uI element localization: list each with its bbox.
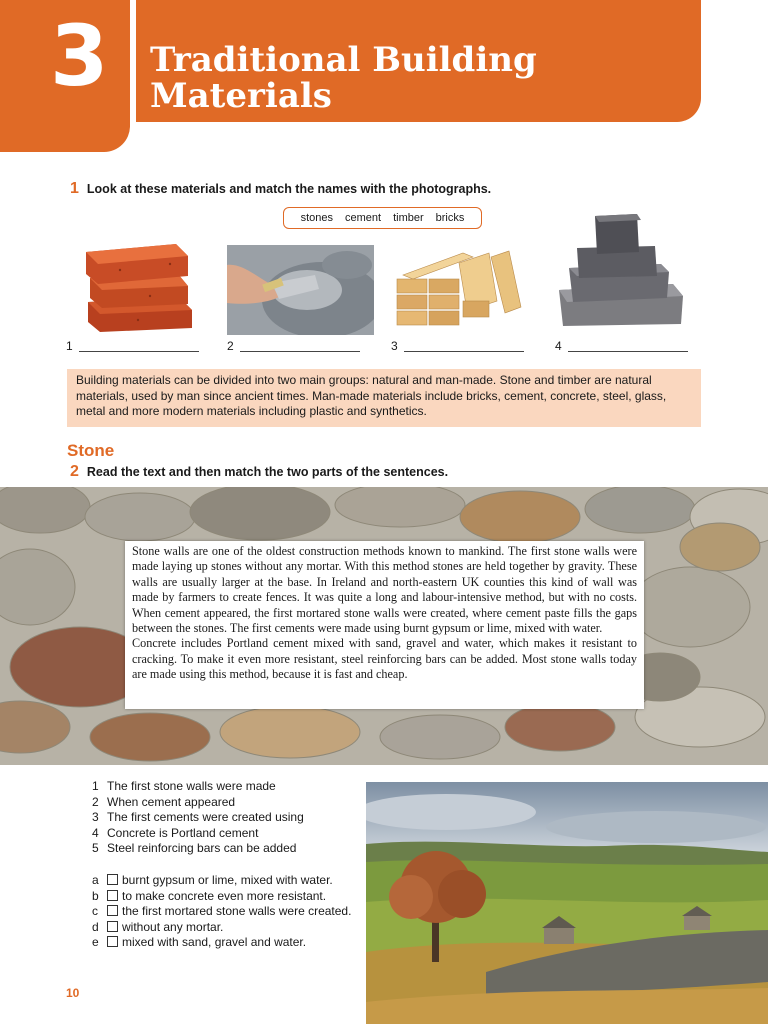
answer-checkbox[interactable] bbox=[107, 921, 118, 932]
list-item: 5 Steel reinforcing bars can be added bbox=[92, 841, 297, 856]
timber-photo bbox=[393, 245, 525, 333]
word-box bbox=[283, 207, 482, 229]
list-item: 2 When cement appeared bbox=[92, 794, 236, 809]
answer-line[interactable] bbox=[404, 351, 524, 352]
list-item: 3 The first cements were created using bbox=[92, 810, 304, 825]
exercise-instruction: Look at these materials and match the names with the photographs. bbox=[86, 182, 492, 196]
answer-checkbox[interactable] bbox=[107, 936, 118, 947]
answer-line[interactable] bbox=[79, 351, 199, 352]
chapter-title-line-1: Traditional Building bbox=[150, 40, 537, 80]
sentence-ends-list bbox=[92, 873, 351, 951]
answer-blank-2: 2 bbox=[227, 339, 360, 353]
cement-photo bbox=[227, 245, 374, 335]
answer-blank-3: 3 bbox=[391, 339, 524, 353]
bricks-photo bbox=[80, 240, 200, 335]
reading-paragraph: Concrete includes Portland cement mixed with sand, gravel and water, which makes it resistant to cracking. To make it even more resistant, steel reinforcing bars can be added. Most stone walls today are made using this method, because it is fast and cheap. bbox=[132, 636, 637, 682]
answer-checkbox[interactable] bbox=[107, 905, 118, 916]
list-item: b to make concrete even more resistant. bbox=[92, 888, 327, 903]
chapter-title-line-2: Materials bbox=[150, 76, 332, 116]
reading-paragraph: Stone walls are one of the oldest construction methods known to mankind. The first stone walls were made laying up stones without any mortar. With this method stones are held together by gravity. These walls are usually larger at the base. In Ireland and north-eastern UK counties this kind of wall was made by farmers to create fences. It was quite a long and labour-intensive method, but with no costs. When cement appeared, the first mortared stone walls were created, where cement paste fills the gaps between the stones. The first cements were made using burnt gypsum or lime, mixed with water. bbox=[132, 544, 637, 636]
exercise-number: 1 bbox=[70, 180, 79, 197]
stones-photo bbox=[557, 212, 685, 328]
answer-line[interactable] bbox=[240, 351, 360, 352]
exercise-number: 2 bbox=[70, 463, 79, 480]
list-item: a burnt gypsum or lime, mixed with water. bbox=[92, 873, 333, 887]
exercise-1-heading bbox=[70, 180, 491, 198]
word-option: cement bbox=[345, 212, 382, 224]
answer-blank-1: 1 bbox=[66, 339, 199, 353]
answer-line[interactable] bbox=[568, 351, 688, 352]
exercise-instruction: Read the text and then match the two parts of the sentences. bbox=[86, 465, 449, 479]
answer-checkbox[interactable] bbox=[107, 890, 118, 901]
reading-text-box bbox=[125, 541, 644, 709]
landscape-photo bbox=[366, 782, 768, 1024]
section-title: Stone bbox=[67, 441, 115, 460]
list-item: d without any mortar. bbox=[92, 919, 224, 934]
answer-checkbox[interactable] bbox=[107, 874, 118, 885]
chapter-number: 3 bbox=[50, 7, 109, 105]
chapter-title bbox=[150, 42, 537, 114]
word-option: stones bbox=[300, 212, 334, 224]
list-item: c the first mortared stone walls were created. bbox=[92, 904, 352, 919]
sentence-starts-list bbox=[92, 779, 304, 857]
word-option: timber bbox=[393, 212, 424, 224]
list-item: 4 Concrete is Portland cement bbox=[92, 825, 259, 840]
list-item: e mixed with sand, gravel and water. bbox=[92, 935, 307, 950]
exercise-2-heading bbox=[70, 463, 448, 481]
info-box: Building materials can be divided into two main groups: natural and man-made. Stone and timber are natural materials, used by man since ancient times. Man-made materials include bricks, cement, concrete, steel, glass, metal and more modern materials including plastic and synthetics. bbox=[67, 369, 701, 427]
word-option: bricks bbox=[435, 212, 465, 224]
list-item: 1 The first stone walls were made bbox=[92, 779, 276, 793]
answer-blank-4: 4 bbox=[555, 339, 688, 353]
page-number: 10 bbox=[66, 986, 80, 1000]
